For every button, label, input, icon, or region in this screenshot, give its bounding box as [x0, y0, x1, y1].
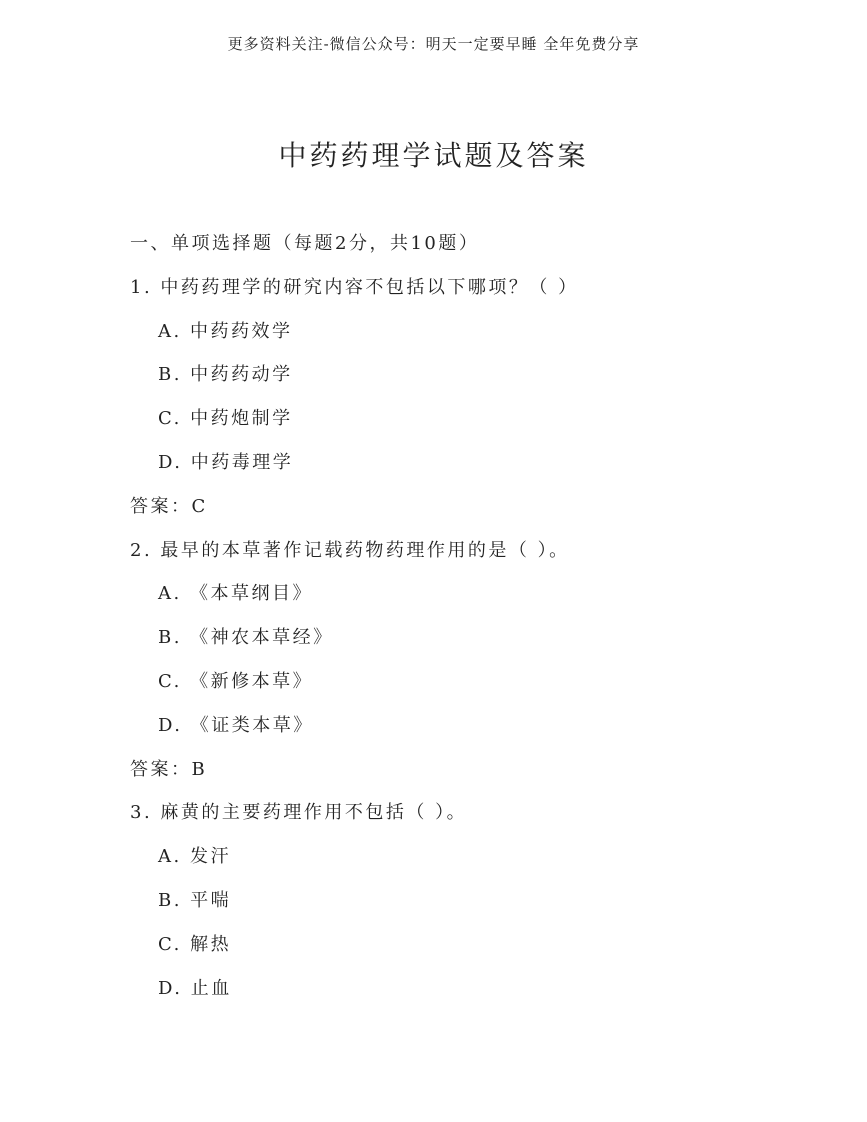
question-option: B. 中药药动学	[158, 364, 293, 386]
section-heading: 一、单项选择题（每题2分，共10题）	[130, 233, 480, 254]
question-stem: 2. 最早的本草著作记载药物药理作用的是（ ）。	[130, 539, 570, 561]
question-option: C. 解热	[158, 933, 232, 955]
question-answer: 答案：B	[130, 758, 208, 780]
question-option: D. 《证类本草》	[158, 714, 314, 736]
question-option: D. 止血	[158, 977, 232, 999]
question-answer: 答案：C	[130, 495, 208, 517]
question-option: D. 中药毒理学	[158, 451, 294, 473]
question-option: C. 《新修本草》	[158, 670, 314, 692]
question-stem: 1. 中药药理学的研究内容不包括以下哪项？（ ）	[130, 276, 579, 298]
question-option: A. 《本草纲目》	[158, 583, 313, 605]
question-option: B. 《神农本草经》	[158, 627, 334, 649]
question-option: A. 发汗	[158, 846, 231, 868]
question-option: A. 中药药效学	[158, 320, 293, 342]
document-body	[130, 222, 830, 1010]
question-stem: 3. 麻黄的主要药理作用不包括（ ）。	[130, 802, 468, 824]
question-option: C. 中药炮制学	[158, 408, 293, 430]
document-title: 中药药理学试题及答案	[278, 139, 589, 172]
question-option: B. 平喘	[158, 889, 232, 911]
page-header-note: 更多资料关注-微信公众号：明天一定要早睡 全年免费分享	[227, 35, 640, 53]
